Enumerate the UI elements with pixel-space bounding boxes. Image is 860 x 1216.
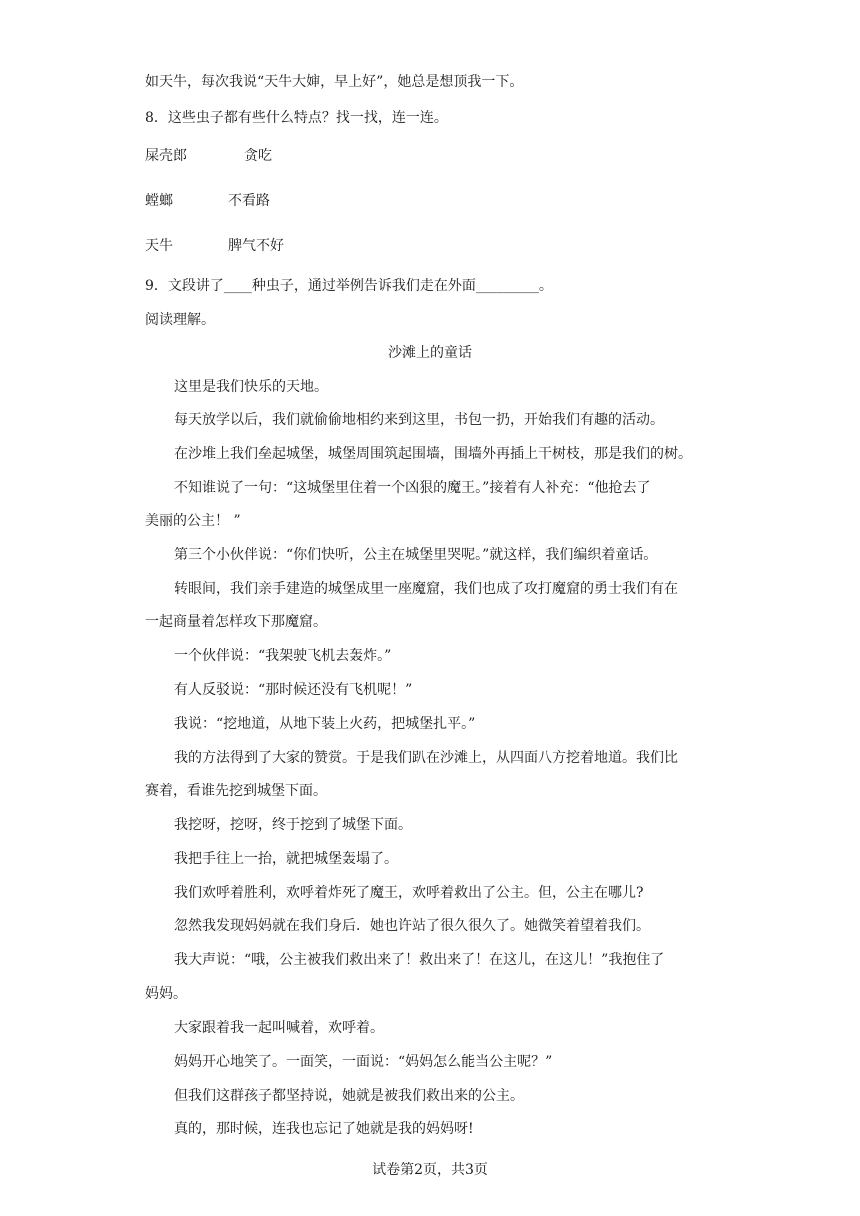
story-paragraph: 一个伙伴说：“我架驶飞机去轰炸。” bbox=[174, 648, 392, 664]
match-right-1: 贪吃 bbox=[244, 148, 272, 164]
story-paragraph: 转眼间，我们亲手建造的城堡成里一座魔窟，我们也成了攻打魔窟的勇士我们有在 bbox=[174, 581, 678, 597]
match-left-1: 屎壳郎 bbox=[145, 148, 187, 164]
story-title: 沙滩上的童话 bbox=[388, 345, 472, 361]
story-paragraph: 我挖呀，挖呀，终于挖到了城堡下面。 bbox=[174, 817, 412, 833]
story-paragraph: 真的，那时候，连我也忘记了她就是我的妈妈呀! bbox=[174, 1121, 474, 1137]
story-paragraph: 忽然我发现妈妈就在我们身后．她也许站了很久很久了。她微笑着望着我们。 bbox=[174, 918, 650, 934]
story-paragraph: 我的方法得到了大家的赞赏。于是我们趴在沙滩上，从四面八方挖着地道。我们比 bbox=[174, 750, 678, 766]
story-paragraph: 这里是我们快乐的天地。 bbox=[174, 379, 328, 395]
story-paragraph: 一起商量着怎样攻下那魔窟。 bbox=[145, 614, 327, 630]
story-paragraph: 第三个小伙伴说：“你们快听，公主在城堡里哭呢。”就这样，我们编织着童话。 bbox=[174, 547, 658, 563]
section-label: 阅读理解。 bbox=[145, 312, 215, 328]
page-footer: 试卷第2页，共3页 bbox=[372, 1162, 488, 1178]
story-paragraph: 美丽的公主！ ” bbox=[145, 513, 241, 529]
story-paragraph: 妈妈开心地笑了。一面笑，一面说：“妈妈怎么能当公主呢？” bbox=[174, 1054, 553, 1070]
question-9: 9．文段讲了____种虫子，通过举例告诉我们走在外面_________。 bbox=[145, 278, 553, 294]
match-left-2: 螳螂 bbox=[145, 193, 173, 209]
top-line: 如天牛，每次我说“天牛大婶，早上好”，她总是想顶我一下。 bbox=[145, 74, 524, 90]
match-right-3: 脾气不好 bbox=[228, 238, 284, 254]
story-paragraph: 在沙堆上我们垒起城堡，城堡周围筑起围墙，围墙外再插上干树枝，那是我们的树。 bbox=[174, 446, 692, 462]
match-right-2: 不看路 bbox=[228, 193, 270, 209]
story-paragraph: 但我们这群孩子都坚持说，她就是被我们救出来的公主。 bbox=[174, 1088, 524, 1104]
story-paragraph: 大家跟着我一起叫喊着，欢呼着。 bbox=[174, 1020, 384, 1036]
question-8: 8．这些虫子都有些什么特点？找一找，连一连。 bbox=[145, 110, 448, 126]
story-paragraph: 我们欢呼着胜利，欢呼着炸死了魔王，欢呼着救出了公主。但，公主在哪儿? bbox=[174, 885, 644, 901]
story-paragraph: 每天放学以后，我们就偷偷地相约来到这里，书包一扔，开始我们有趣的活动。 bbox=[174, 412, 664, 428]
story-paragraph: 有人反驳说：“那时候还没有飞机呢！” bbox=[174, 682, 413, 698]
story-paragraph: 不知谁说了一句：“这城堡里住着一个凶狠的魔王。”接着有人补充：“他抢去了 bbox=[174, 480, 651, 496]
story-paragraph: 妈妈。 bbox=[145, 986, 187, 1002]
story-paragraph: 我把手往上一抬，就把城堡轰塌了。 bbox=[174, 851, 398, 867]
story-paragraph: 赛着，看谁先挖到城堡下面。 bbox=[145, 783, 327, 799]
story-paragraph: 我大声说：“哦，公主被我们救出来了！救出来了！在这儿，在这儿！”我抱住了 bbox=[174, 952, 665, 968]
match-left-3: 天牛 bbox=[145, 238, 173, 254]
story-paragraph: 我说：“挖地道，从地下装上火药，把城堡扎平。” bbox=[174, 716, 476, 732]
